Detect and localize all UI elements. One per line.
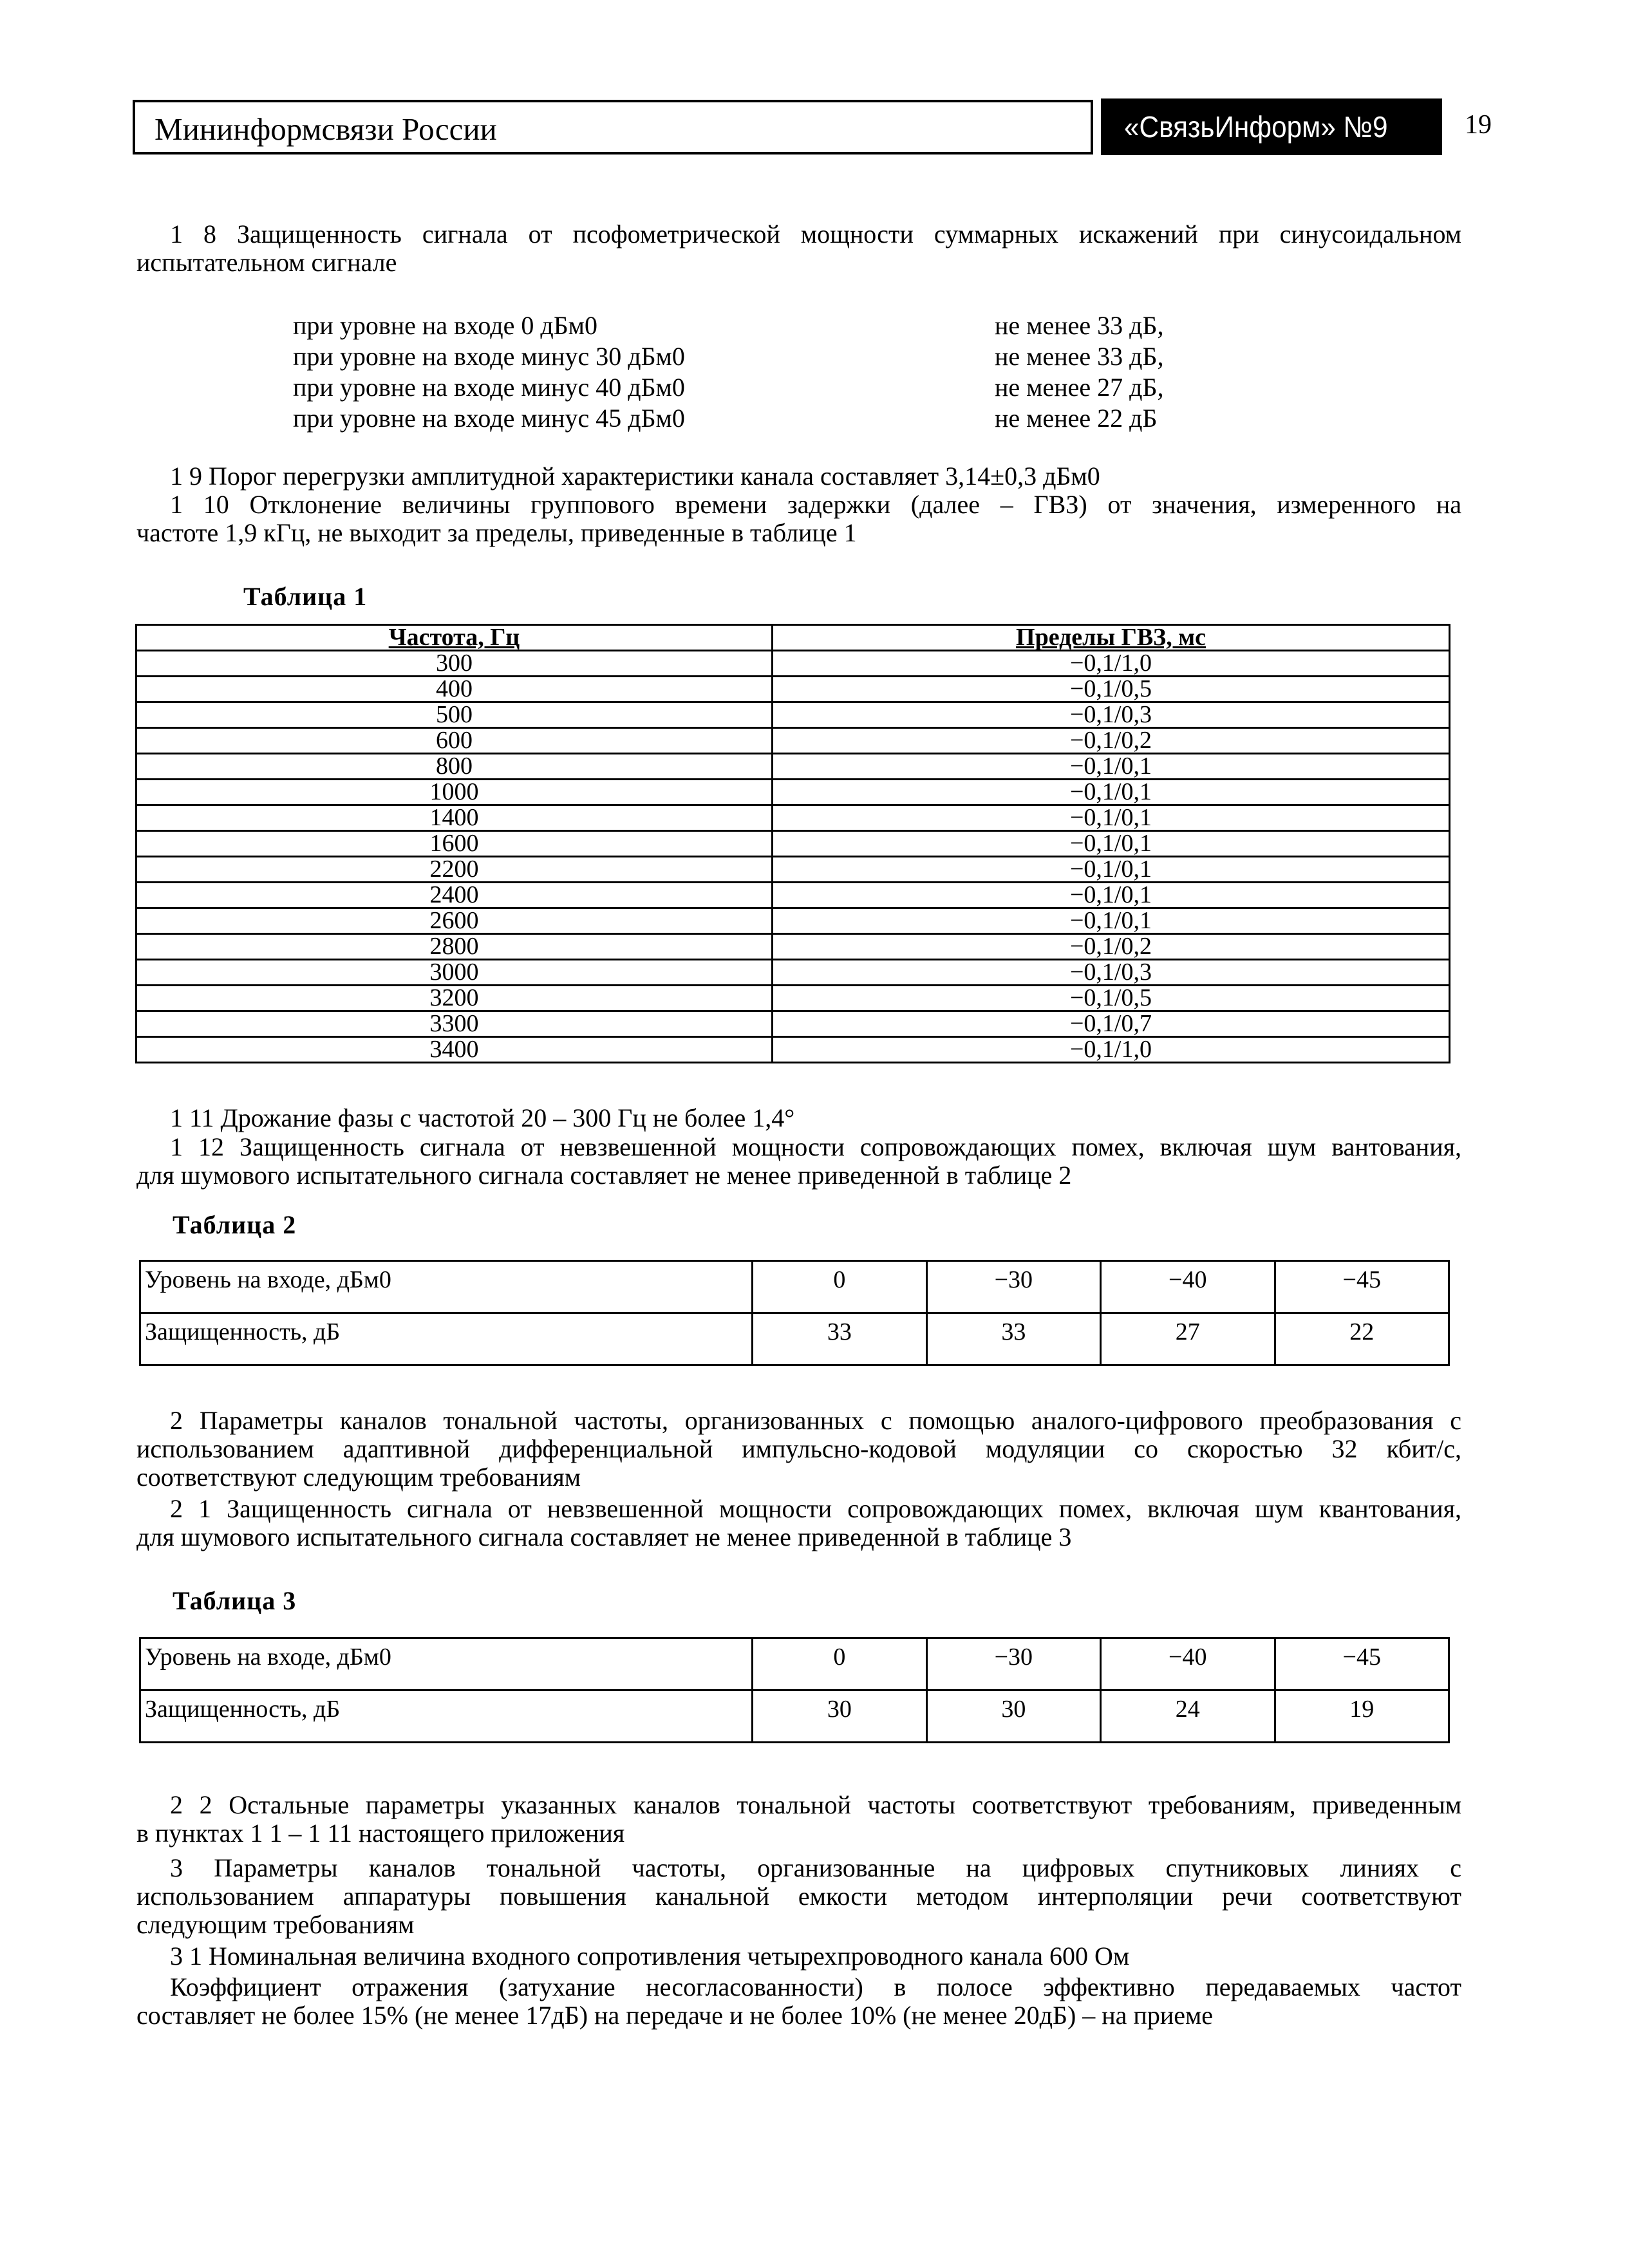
frequency-cell: 1400 (136, 805, 773, 831)
frequency-cell: 800 (136, 754, 773, 780)
table-row (136, 728, 1450, 754)
frequency-cell: 300 (136, 651, 773, 677)
paragraph-3 (136, 1854, 1461, 1939)
condition-value: не менее 33 дБ, (995, 311, 1164, 340)
frequency-cell: 3000 (136, 960, 773, 986)
limits-cell: −0,1/0,1 (773, 805, 1450, 831)
paragraph-1-9 (136, 462, 1461, 491)
table-row (136, 1037, 1450, 1063)
frequency-cell: 1600 (136, 831, 773, 857)
condition-item: при уровне на входе минус 45 дБм0 (293, 404, 685, 433)
level-cell: −40 (1101, 1261, 1275, 1313)
paragraph-1-8 (136, 220, 1461, 277)
table-row (136, 754, 1450, 780)
condition-item: при уровне на входе минус 40 дБм0 (293, 373, 685, 402)
limits-cell: −0,1/0,1 (773, 883, 1450, 908)
condition-value: не менее 22 дБ (995, 404, 1158, 433)
table-row (136, 831, 1450, 857)
table-2 (139, 1260, 1450, 1366)
table-row (136, 677, 1450, 702)
column-header-gvz-limits: Пределы ГВЗ, мс (773, 625, 1450, 651)
frequency-cell: 3400 (136, 1037, 773, 1063)
paragraph-line: 3 Параметры каналов тональной частоты, организованные на цифровых спутниковых линиях с (170, 1853, 1461, 1882)
row-label-protection: Защищенность, дБ (140, 1690, 753, 1743)
level-cell: −45 (1275, 1261, 1449, 1313)
table-row (140, 1690, 1449, 1743)
limits-cell: −0,1/0,3 (773, 702, 1450, 728)
paragraph-reflection-coefficient (136, 1973, 1461, 2030)
level-cell: 0 (753, 1261, 926, 1313)
frequency-cell: 600 (136, 728, 773, 754)
protection-cell: 19 (1275, 1690, 1449, 1743)
table-row (140, 1261, 1449, 1313)
table-1 (135, 624, 1450, 1063)
paragraph-3-1 (136, 1942, 1461, 1971)
limits-cell: −0,1/0,2 (773, 934, 1450, 960)
table-row (136, 780, 1450, 805)
table-row (136, 1011, 1450, 1037)
table-2-caption: Таблица 2 (173, 1210, 297, 1239)
frequency-cell: 2600 (136, 908, 773, 934)
limits-cell: −0,1/1,0 (773, 1037, 1450, 1063)
limits-cell: −0,1/0,1 (773, 831, 1450, 857)
column-header-frequency: Частота, Гц (136, 625, 773, 651)
row-label-input-level: Уровень на входе, дБм0 (140, 1261, 753, 1313)
condition-value: не менее 27 дБ, (995, 373, 1164, 402)
paragraph-line: использованием адаптивной дифференциальной импульсно-кодовой модуляции со скоростью 32 кбит/с, (136, 1434, 1461, 1463)
paragraph-1-12 (136, 1133, 1461, 1190)
protection-cell: 24 (1101, 1690, 1275, 1743)
limits-cell: −0,1/0,1 (773, 754, 1450, 780)
limits-cell: −0,1/0,1 (773, 780, 1450, 805)
table-row (136, 986, 1450, 1011)
table-row (136, 908, 1450, 934)
table-row (140, 1313, 1449, 1365)
paragraph-line: 2 Параметры каналов тональной частоты, организованных с помощью аналого-цифрового преобразования с (170, 1406, 1461, 1435)
row-label-protection: Защищенность, дБ (140, 1313, 753, 1365)
level-cell: −30 (926, 1261, 1100, 1313)
paragraph-1-10 (136, 491, 1461, 547)
paragraph-line: частоте 1,9 кГц, не выходит за пределы, приведенные в таблице 1 (136, 518, 857, 547)
limits-cell: −0,1/0,7 (773, 1011, 1450, 1037)
condition-value: не менее 33 дБ, (995, 342, 1164, 371)
paragraph-line: 3 1 Номинальная величина входного сопротивления четырехпроводного канала 600 Ом (170, 1942, 1130, 1971)
protection-cell: 22 (1275, 1313, 1449, 1365)
paragraph-line: 2 1 Защищенность сигнала от невзвешенной мощности сопровождающих помех, включая шум квантования, (170, 1494, 1461, 1523)
header-journal-title: «СвязьИнформ» №9 (1124, 110, 1388, 144)
protection-cell: 27 (1101, 1313, 1275, 1365)
level-cell: −30 (926, 1638, 1100, 1690)
limits-cell: −0,1/0,2 (773, 728, 1450, 754)
table-row (136, 883, 1450, 908)
table-row (136, 934, 1450, 960)
limits-cell: −0,1/1,0 (773, 651, 1450, 677)
table-row (136, 960, 1450, 986)
paragraph-line: использованием аппаратуры повышения канальной емкости методом интерполяции речи соответствуют (136, 1882, 1461, 1911)
limits-cell: −0,1/0,5 (773, 986, 1450, 1011)
paragraph-line: составляет не более 15% (не менее 17дБ) на передаче и не более 10% (не менее 20дБ) – на приеме (136, 2001, 1214, 2030)
condition-item: при уровне на входе 0 дБм0 (293, 311, 597, 340)
table-3 (139, 1637, 1450, 1743)
paragraph-1-11 (136, 1104, 1461, 1132)
frequency-cell: 3300 (136, 1011, 773, 1037)
table-3-caption: Таблица 3 (173, 1586, 297, 1615)
paragraph-line: 1 12 Защищенность сигнала от невзвешенной мощности сопровождающих помех, включая шум вантования, (170, 1132, 1461, 1161)
limits-cell: −0,1/0,1 (773, 857, 1450, 883)
level-cell: −40 (1101, 1638, 1275, 1690)
table-row (136, 702, 1450, 728)
protection-cell: 33 (926, 1313, 1100, 1365)
paragraph-line: 1 11 Дрожание фазы с частотой 20 – 300 Гц не более 1,4° (170, 1103, 795, 1132)
frequency-cell: 3200 (136, 986, 773, 1011)
paragraph-line: следующим требованиям (136, 1910, 415, 1939)
table-row (136, 857, 1450, 883)
paragraph-line: в пунктах 1 1 – 1 11 настоящего приложения (136, 1819, 625, 1848)
level-cell: 0 (753, 1638, 926, 1690)
paragraph-line: соответствуют следующим требованиям (136, 1463, 581, 1492)
paragraph-line: для шумового испытательного сигнала составляет не менее приведенной в таблице 3 (136, 1522, 1072, 1551)
table-1-caption: Таблица 1 (243, 582, 368, 611)
frequency-cell: 2200 (136, 857, 773, 883)
condition-item: при уровне на входе минус 30 дБм0 (293, 342, 685, 371)
table-row (136, 805, 1450, 831)
frequency-cell: 400 (136, 677, 773, 702)
frequency-cell: 2400 (136, 883, 773, 908)
header-publisher-title: Мининформсвязи России (155, 111, 497, 147)
frequency-cell: 500 (136, 702, 773, 728)
table-row (140, 1638, 1449, 1690)
paragraph-line: 1 9 Порог перегрузки амплитудной характеристики канала составляет 3,14±0,3 дБм0 (170, 462, 1100, 491)
page-number: 19 (1465, 110, 1492, 140)
paragraph-line: испытательном сигнале (136, 248, 397, 277)
frequency-cell: 1000 (136, 780, 773, 805)
paragraph-line: 1 8 Защищенность сигнала от псофометрической мощности суммарных искажений при синусоидальном (170, 220, 1461, 248)
limits-cell: −0,1/0,1 (773, 908, 1450, 934)
paragraph-line: 1 10 Отклонение величины группового времени задержки (далее – ГВЗ) от значения, измеренного на (170, 490, 1461, 519)
table-header-row (136, 625, 1450, 651)
protection-cell: 30 (753, 1690, 926, 1743)
header-journal-box (1101, 98, 1442, 155)
paragraph-line: 2 2 Остальные параметры указанных каналов тональной частоты соответствуют требованиям, приведенным (170, 1790, 1461, 1819)
paragraph-line: для шумового испытательного сигнала составляет не менее приведенной в таблице 2 (136, 1161, 1072, 1190)
header-publisher-box (133, 100, 1093, 154)
limits-cell: −0,1/0,5 (773, 677, 1450, 702)
row-label-input-level: Уровень на входе, дБм0 (140, 1638, 753, 1690)
table-row (136, 651, 1450, 677)
level-cell: −45 (1275, 1638, 1449, 1690)
paragraph-2 (136, 1407, 1461, 1492)
paragraph-2-1 (136, 1495, 1461, 1551)
paragraph-line: Коэффициент отражения (затухание несогласованности) в полосе эффективно передаваемых частот (170, 1972, 1461, 2001)
protection-cell: 30 (926, 1690, 1100, 1743)
protection-cell: 33 (753, 1313, 926, 1365)
paragraph-2-2 (136, 1791, 1461, 1848)
limits-cell: −0,1/0,3 (773, 960, 1450, 986)
frequency-cell: 2800 (136, 934, 773, 960)
